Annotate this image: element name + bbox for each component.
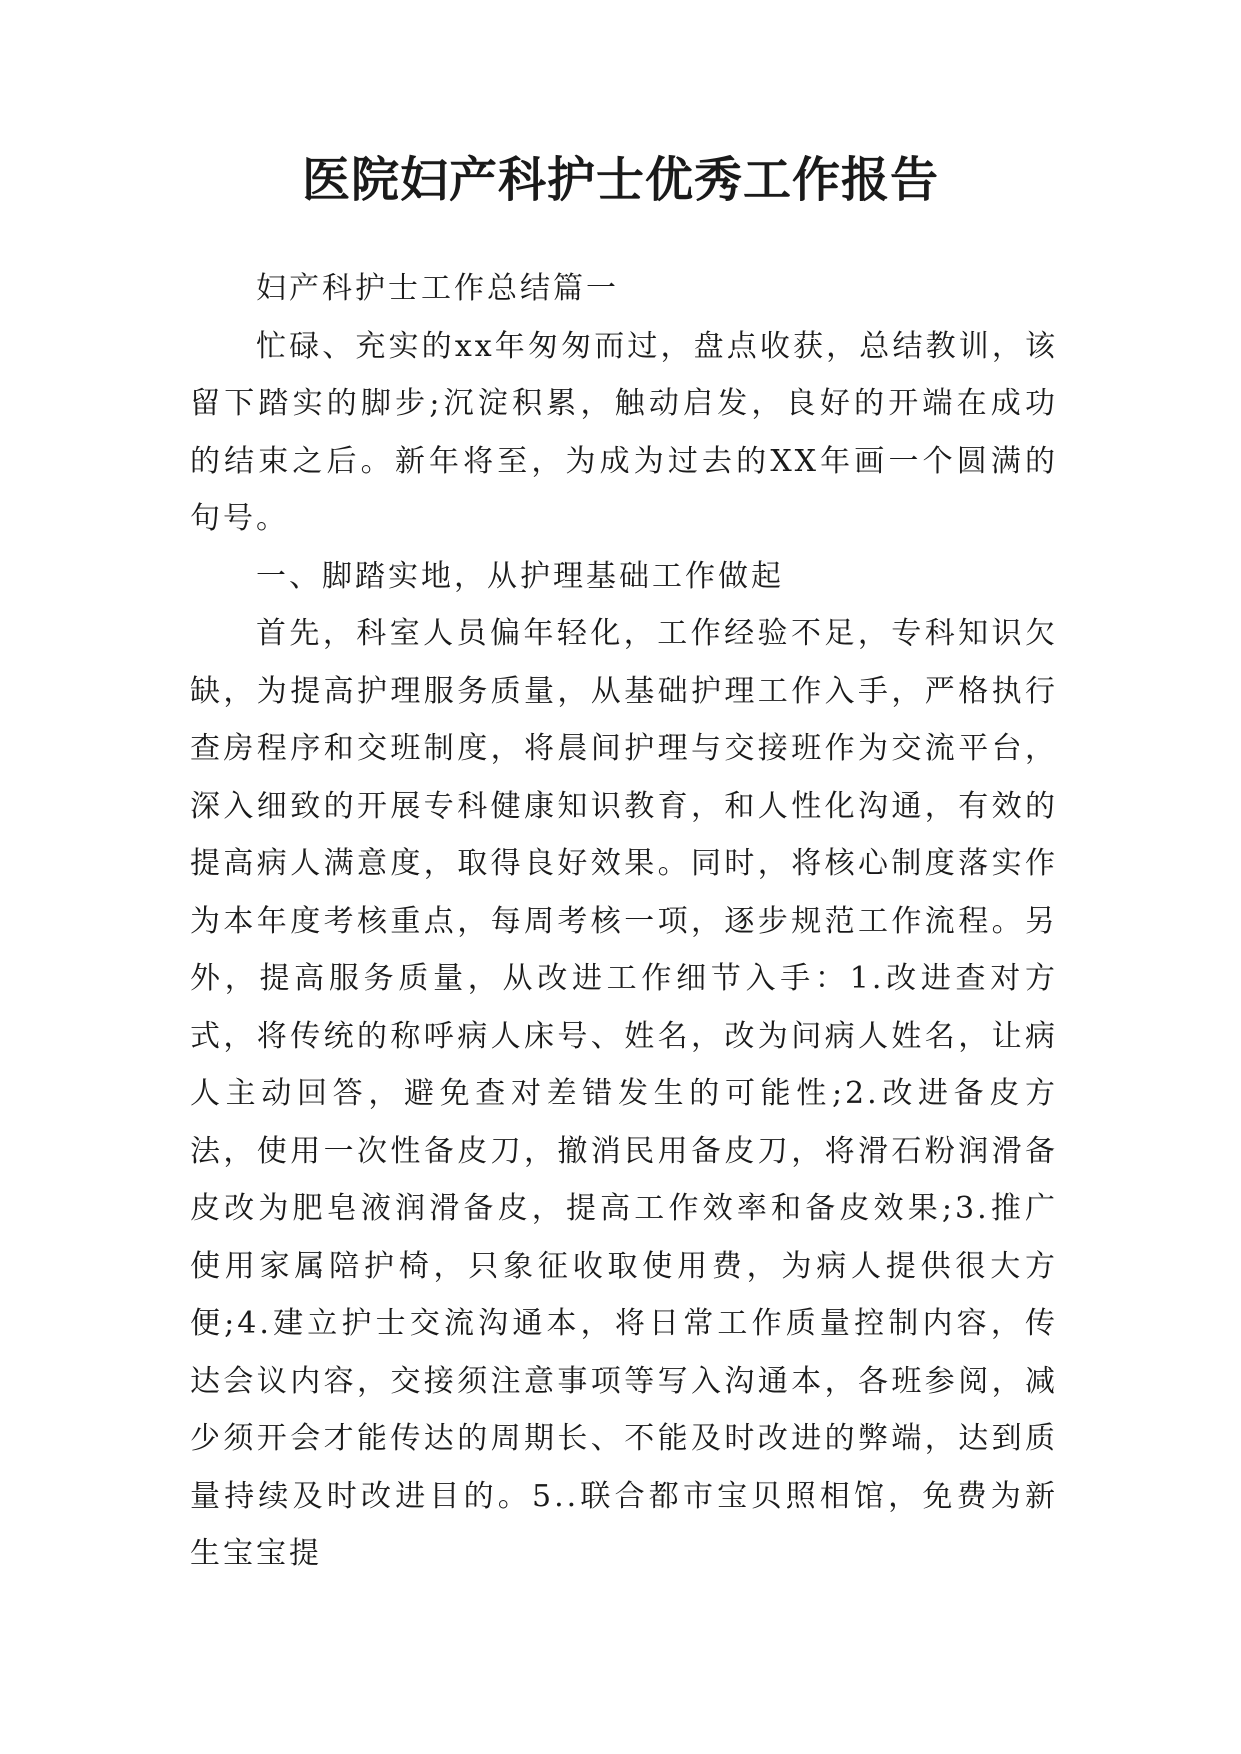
paragraph: 首先，科室人员偏年轻化，工作经验不足，专科知识欠缺，为提高护理服务质量，从基础护理工作入手，严格执行查房程序和交班制度，将晨间护理与交接班作为交流平台，深入细致的开展专科健康知识教育，和人性化沟通，有效的提高病人满意度，取得良好效果。同时，将核心制度落实作为本年度考核重点，每周考核一项，逐步规范工作流程。另外，提高服务质量，从改进工作细节入手：1.改进查对方式，将传统的称呼病人床号、姓名，改为问病人姓名，让病人主动回答，避免查对差错发生的可能性;2.改进备皮方法，使用一次性备皮刀，撤消民用备皮刀，将滑石粉润滑备皮改为肥皂液润滑备皮，提高工作效率和备皮效果;3.推广使用家属陪护椅，只象征收取使用费，为病人提供很大方便;4.建立护士交流沟通本，将日常工作质量控制内容，传达会议内容，交接须注意事项等写入沟通本，各班参阅，减少须开会才能传达的周期长、不能及时改进的弊端，达到质量持续及时改进目的。5..联合都市宝贝照相馆，免费为新生宝宝提 [190,616,1058,1571]
paragraph: 忙碌、充实的xx年匆匆而过，盘点收获，总结教训，该留下踏实的脚步;沉淀积累，触动启发，良好的开端在成功的结束之后。新年将至，为成为过去的XX年画一个圆满的句号。 [190,328,1058,536]
section-heading: 妇产科护士工作总结篇一 [256,271,619,306]
document-body [190,260,1058,1583]
document-title: 医院妇产科护士优秀工作报告 [301,152,939,208]
section-heading: 一、脚踏实地，从护理基础工作做起 [256,558,784,594]
